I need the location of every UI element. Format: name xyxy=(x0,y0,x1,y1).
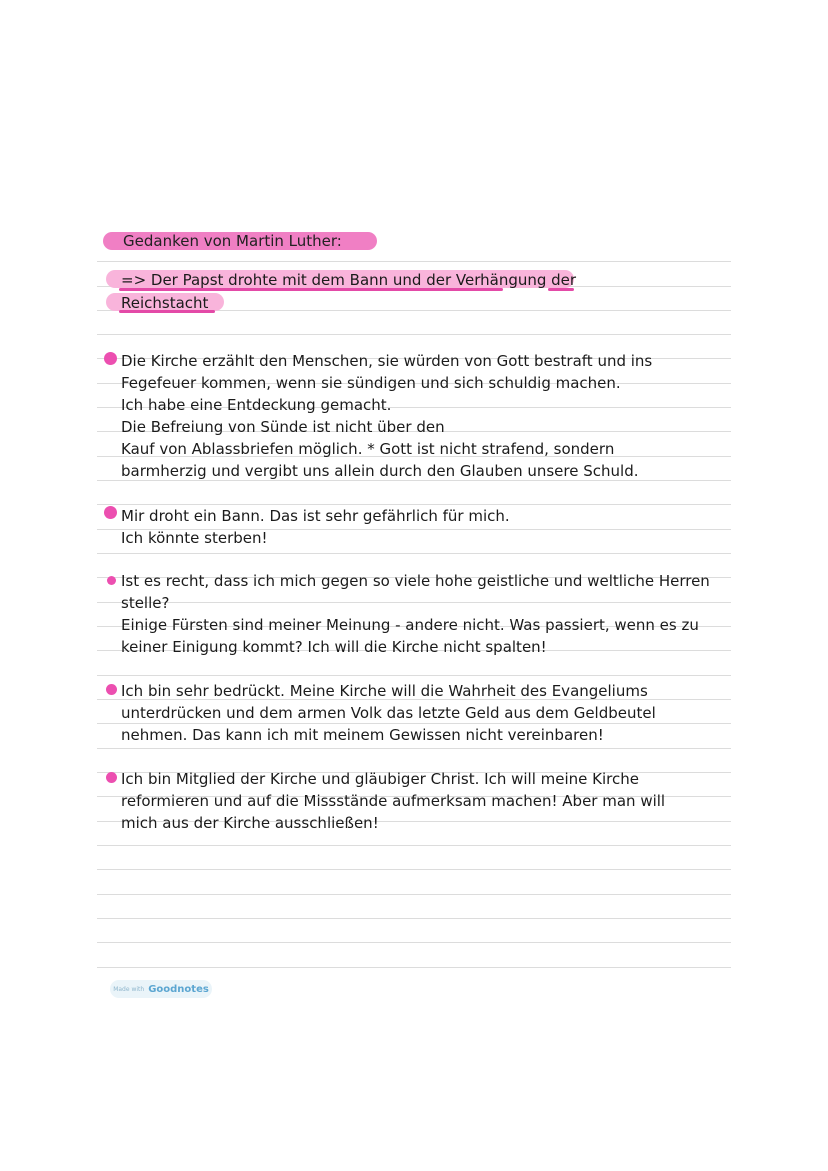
quote-line-1: => Der Papst drohte mit dem Bann und der Verhängung der xyxy=(121,271,577,289)
goodnotes-logo: Goodnotes xyxy=(148,983,209,995)
rule-line xyxy=(97,553,731,554)
note-title: Gedanken von Martin Luther: xyxy=(123,232,342,250)
rule-line xyxy=(97,845,731,846)
goodnotes-badge xyxy=(110,980,212,998)
paragraph-2 xyxy=(121,505,731,549)
bullet-dot xyxy=(107,576,116,585)
rule-line xyxy=(97,869,731,870)
paragraph-line: unterdrücken und dem armen Volk das letzte Geld aus dem Geldbeutel xyxy=(121,704,656,722)
bullet-dot xyxy=(104,506,117,519)
paragraph-line: keiner Einigung kommt? Ich will die Kirche nicht spalten! xyxy=(121,638,547,656)
bullet-dot xyxy=(104,352,117,365)
rule-line xyxy=(97,967,731,968)
paragraph-line: Ich bin Mitglied der Kirche und gläubiger Christ. Ich will meine Kirche xyxy=(121,770,639,788)
paragraph-line: nehmen. Das kann ich mit meinem Gewissen nicht vereinbaren! xyxy=(121,726,604,744)
paragraph-line: Fegefeuer kommen, wenn sie sündigen und sich schuldig machen. xyxy=(121,374,621,392)
paragraph-line: Mir droht ein Bann. Das ist sehr gefährlich für mich. xyxy=(121,507,510,525)
paragraph-line: Kauf von Ablassbriefen möglich. * Gott ist nicht strafend, sondern xyxy=(121,440,615,458)
paragraph-line: barmherzig und vergibt uns allein durch den Glauben unsere Schuld. xyxy=(121,462,639,480)
rule-line xyxy=(97,894,731,895)
rule-line xyxy=(97,942,731,943)
rule-line xyxy=(97,748,731,749)
paragraph-line: Ist es recht, dass ich mich gegen so viele hohe geistliche und weltliche Herren xyxy=(121,572,710,590)
paragraph-line: Ich habe eine Entdeckung gemacht. xyxy=(121,396,392,414)
paragraph-line: reformieren und auf die Missstände aufmerksam machen! Aber man will xyxy=(121,792,666,810)
paragraph-line: Die Befreiung von Sünde ist nicht über den xyxy=(121,418,445,436)
paragraph-4 xyxy=(121,680,731,746)
paragraph-5 xyxy=(121,768,731,834)
made-with-label: Made with xyxy=(113,985,145,993)
paragraph-line: Ich könnte sterben! xyxy=(121,529,268,547)
paragraph-line: stelle? xyxy=(121,594,170,612)
paragraph-line: Einige Fürsten sind meiner Meinung - andere nicht. Was passiert, wenn es zu xyxy=(121,616,699,634)
rule-line xyxy=(97,918,731,919)
bullet-dot xyxy=(106,684,117,695)
quote-line-2: Reichstacht xyxy=(121,294,209,312)
rule-line xyxy=(97,334,731,335)
rule-line xyxy=(97,261,731,262)
paragraph-line: Ich bin sehr bedrückt. Meine Kirche will die Wahrheit des Evangeliums xyxy=(121,682,648,700)
paragraph-1 xyxy=(121,350,731,482)
paragraph-3 xyxy=(121,570,731,658)
paragraph-line: Die Kirche erzählt den Menschen, sie würden von Gott bestraft und ins xyxy=(121,352,653,370)
bullet-dot xyxy=(106,772,117,783)
paragraph-line: mich aus der Kirche ausschließen! xyxy=(121,814,379,832)
rule-line xyxy=(97,675,731,676)
